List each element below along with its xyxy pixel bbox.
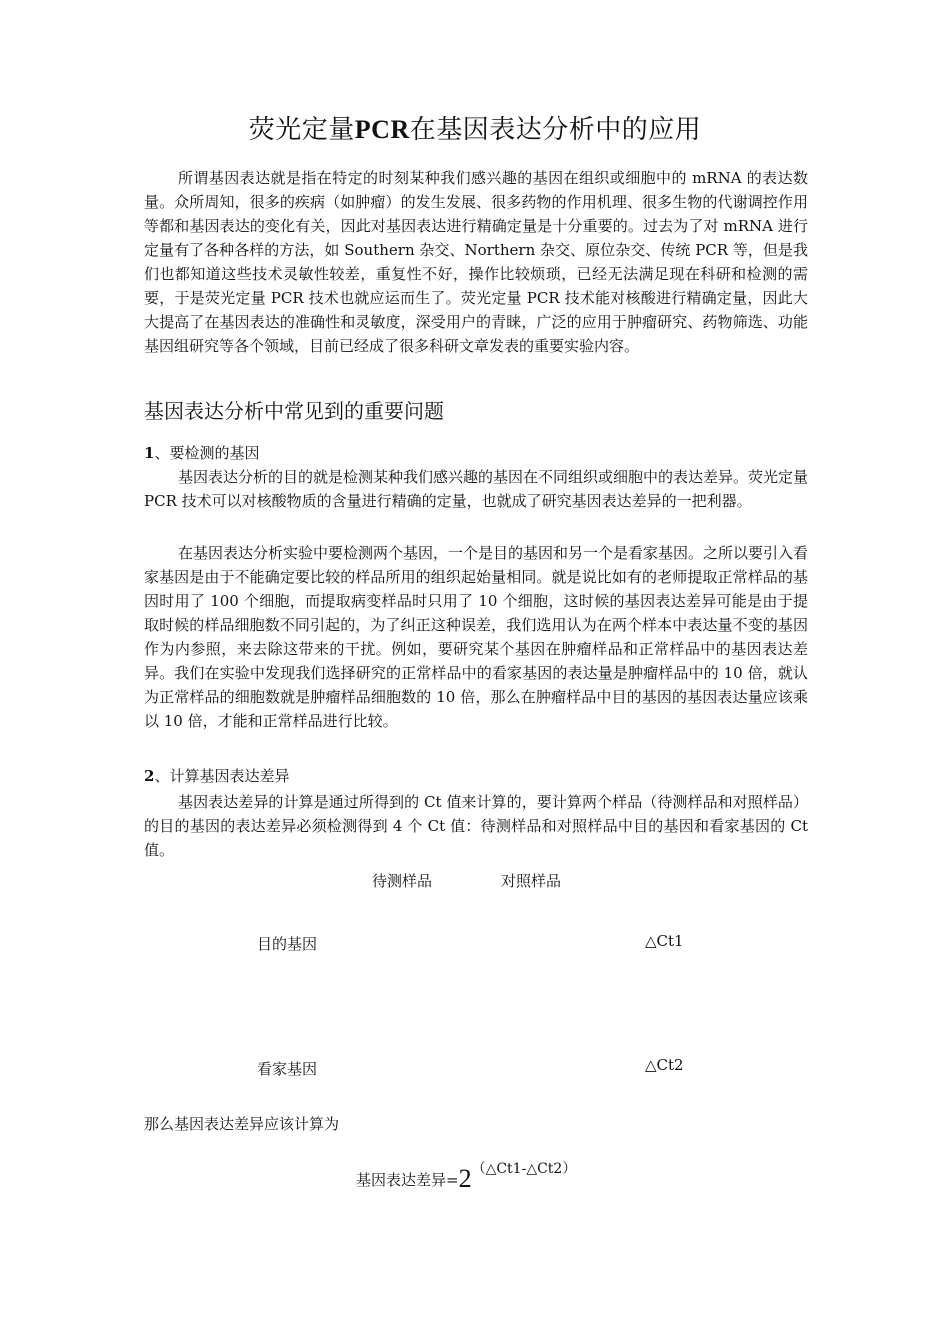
- formula-label: 基因表达差异=: [356, 1171, 459, 1189]
- intro-paragraph: 所谓基因表达就是指在特定的时刻某种我们感兴趣的基因在组织或细胞中的 mRNA 的表达数量。众所周知，很多的疾病（如肿瘤）的发生发展、很多药物的作用机理、很多生物的代谢调控作用等都和基因表达的变化有关，因此对基因表达进行精确定量是十分重要的。过去为了对 mRNA 进行定量有了各种各样的方法，如 Southern 杂交、Northern 杂交、原位杂交、传统 PCR 等，但是我们也都知道这些技术灵敏性较差，重复性不好，操作比较烦琐，已经无法满足现在科研和检测的需要，于是荧光定量 PCR 技术也就应运而生了。荧光定量 PCR 技术能对核酸进行精确定量，因此大大提高了在基因表达的准确性和灵敏度，深受用户的青睐，广泛的应用于肿瘤研究、药物筛选、功能基因组研究等各个领域，目前已经成了很多科研文章发表的重要实验内容。: [144, 169, 808, 355]
- table-col-control: 对照样品: [501, 872, 562, 890]
- formula-base: 2: [458, 1164, 472, 1193]
- item2-number: 2: [144, 767, 155, 785]
- title-part2: PCR: [354, 115, 410, 144]
- table-row-housekeeping: 看家基因: [257, 1060, 318, 1078]
- item2-heading: [144, 764, 289, 788]
- table-row-target: 目的基因: [257, 935, 318, 953]
- section-heading: 基因表达分析中常见到的重要问题: [144, 399, 444, 423]
- item1-paragraph2: 在基因表达分析实验中要检测两个基因，一个是目的基因和另一个是看家基因。之所以要引入看家基因是由于不能确定要比较的样品所用的组织起始量相同。就是说比如有的老师提取正常样品的基因时用了 100 个细胞，而提取病变样品时只用了 10 个细胞，这时候的基因表达差异可能是由于提取时候的样品细胞数不同引起的，为了纠正这种误差，我们选用认为在两个样本中表达量不变的基因作为内参照，来去除这带来的干扰。例如，要研究某个基因在肿瘤样品和正常样品中的基因表达差异。我们在实验中发现我们选择研究的正常样品中的看家基因的表达量是肿瘤样品中的 10 倍，就认为正常样品的细胞数就是肿瘤样品细胞数的 10 倍，那么在肿瘤样品中目的基因的基因表达量应该乘以 10 倍，才能和正常样品进行比较。: [144, 544, 809, 730]
- item2-paragraph1: 基因表达差异的计算是通过所得到的 Ct 值来计算的，要计算两个样品（待测样品和对照样品）的目的基因的表达差异必须检测得到 4 个 Ct 值：待测样品和对照样品中目的基因和看家基因的 Ct 值。: [144, 793, 808, 859]
- formula-exponent: （△Ct1-△Ct2）: [471, 1161, 577, 1177]
- item1-paragraph1: 基因表达分析的目的就是检测某种我们感兴趣的基因在不同组织或细胞中的表达差异。荧光定量 PCR 技术可以对核酸物质的含量进行精确的定量，也就成了研究基因表达差异的一把利器。: [144, 468, 809, 510]
- title-part1: 荧光定量: [248, 115, 355, 145]
- document-title: [0, 112, 950, 148]
- table-col-test: 待测样品: [372, 872, 433, 890]
- formula: [356, 1162, 576, 1192]
- item2-label: 、计算基因表达差异: [154, 767, 290, 785]
- delta-ct1: △Ct1: [645, 932, 684, 950]
- item1-number: 1: [144, 444, 155, 462]
- conclusion-text: 那么基因表达差异应该计算为: [144, 1115, 340, 1133]
- title-part3: 在基因表达分析中的应用: [409, 115, 702, 145]
- delta-ct2: △Ct2: [645, 1056, 684, 1074]
- item1-heading: [144, 441, 259, 465]
- item1-label: 、要检测的基因: [154, 444, 260, 462]
